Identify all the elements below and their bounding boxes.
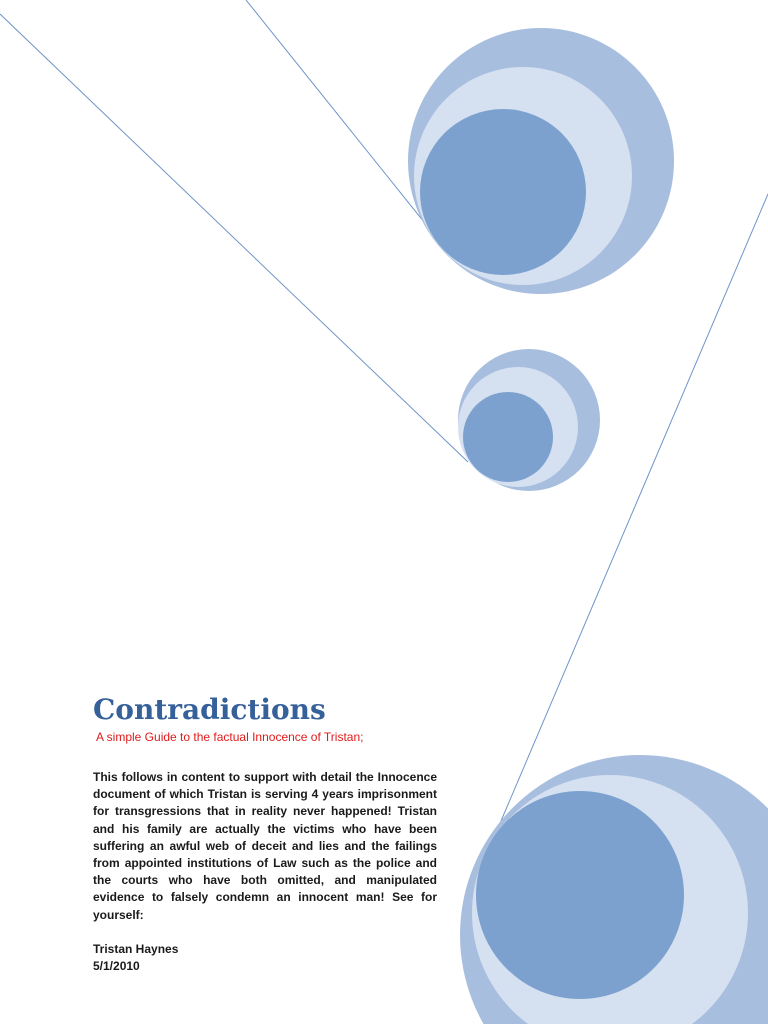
diagonal-line-upper bbox=[0, 14, 468, 462]
bottom-circle-inner bbox=[476, 791, 684, 999]
document-subtitle: A simple Guide to the factual Innocence of Tristan; bbox=[96, 730, 364, 744]
document-title: Contradictions bbox=[93, 693, 326, 726]
small-circle-inner bbox=[463, 392, 553, 482]
diagonal-line-top bbox=[246, 0, 432, 232]
document-abstract: This follows in content to support with detail the Innocence document of which Tristan is serving 4 years imprisonment for transgressions that in reality never happened! Tristan and his family are actually the victims who have been suffering an awful web of deceit and lies and the failings from appointed institutions of Law such as the police and the courts who have both omitted, and manipulated evidence to falsely condemn an innocent man! See for yourself: bbox=[93, 770, 437, 922]
large-circle-inner bbox=[420, 109, 586, 275]
publish-date: 5/1/2010 bbox=[93, 959, 140, 973]
large-circle-group bbox=[408, 28, 674, 294]
small-circle-group bbox=[458, 349, 600, 491]
author-name: Tristan Haynes bbox=[93, 942, 179, 956]
bottom-circle-group bbox=[460, 755, 768, 1024]
